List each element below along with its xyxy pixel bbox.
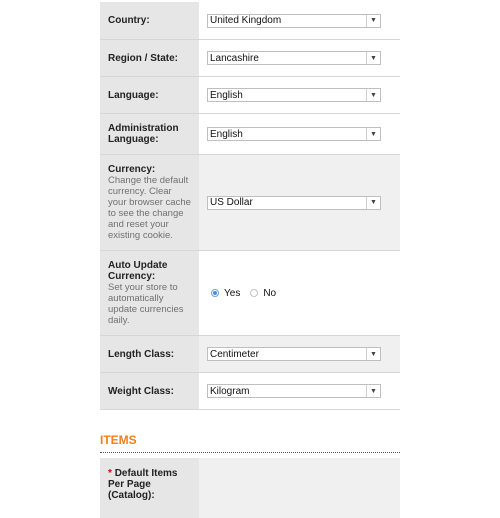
country-value-cell [199,2,400,39]
chevron-down-icon[interactable]: ▼ [366,15,380,27]
chevron-down-icon[interactable]: ▼ [366,89,380,101]
chevron-down-icon[interactable]: ▼ [366,52,380,64]
region-label-cell [100,40,199,76]
country-select-value: United Kingdom [210,15,282,26]
country-select[interactable] [207,14,381,28]
length-class-label: Length Class: [108,348,175,360]
chevron-down-icon[interactable]: ▼ [366,197,380,209]
currency-row [100,155,400,251]
auto-update-label: Auto Update Currency: [108,260,168,282]
currency-label: Currency: [108,164,156,175]
weight-class-select[interactable] [207,384,381,398]
weight-class-label-cell [100,373,199,409]
currency-select-value: US Dollar [210,197,253,208]
admin-language-row [100,114,400,155]
weight-class-value-cell [199,373,400,409]
admin-language-select-value: English [210,128,243,140]
chevron-down-icon[interactable]: ▼ [366,128,380,140]
length-class-select[interactable] [207,347,381,361]
language-select-value: English [210,89,243,101]
auto-update-label-cell [100,251,199,335]
length-class-select-value: Centimeter [210,348,259,360]
country-label-cell [100,2,199,39]
auto-update-yes-radio[interactable] [211,289,219,297]
auto-update-yes-label[interactable]: Yes [224,287,241,299]
language-label: Language: [108,89,159,101]
auto-update-row [100,251,400,336]
weight-class-label: Weight Class: [108,385,174,397]
region-select-value: Lancashire [210,52,259,64]
settings-form [100,0,400,410]
auto-update-value-cell [199,251,400,335]
region-label: Region / State: [108,52,179,64]
region-value-cell [199,40,400,76]
language-value-cell [199,77,400,113]
currency-help-text: Change the default currency. Clear your browser cache to see the change and reset your existing cookie. [108,175,191,241]
default-items-label-cell [100,458,199,518]
admin-language-select[interactable] [207,127,381,141]
weight-class-select-value: Kilogram [210,385,250,397]
currency-label-cell [100,155,199,250]
country-row [100,2,400,40]
items-section-header [100,431,400,453]
length-class-label-cell [100,336,199,372]
language-select[interactable] [207,88,381,102]
default-items-value-cell [199,458,400,518]
admin-language-label: Administration Language: [108,123,179,145]
admin-language-value-cell [199,114,400,154]
default-items-row [100,458,400,518]
default-items-label-text: Default Items Per Page (Catalog): [108,468,178,501]
currency-value-cell [199,155,400,250]
default-items-label [108,468,191,501]
items-section-title: ITEMS [100,433,137,447]
auto-update-radio-group [211,288,286,299]
language-row [100,77,400,114]
auto-update-no-radio[interactable] [250,289,258,297]
length-class-value-cell [199,336,400,372]
admin-language-label-cell [100,114,199,154]
auto-update-help-text: Set your store to automatically update currencies daily. [108,282,184,326]
required-asterisk: * [108,468,112,479]
length-class-row [100,336,400,373]
currency-select[interactable] [207,196,381,210]
country-label: Country: [108,15,150,26]
items-form [100,458,400,518]
auto-update-no-label[interactable]: No [263,287,277,299]
chevron-down-icon[interactable]: ▼ [366,385,380,397]
weight-class-row [100,373,400,410]
region-row [100,40,400,77]
chevron-down-icon[interactable]: ▼ [366,348,380,360]
region-select[interactable] [207,51,381,65]
language-label-cell [100,77,199,113]
